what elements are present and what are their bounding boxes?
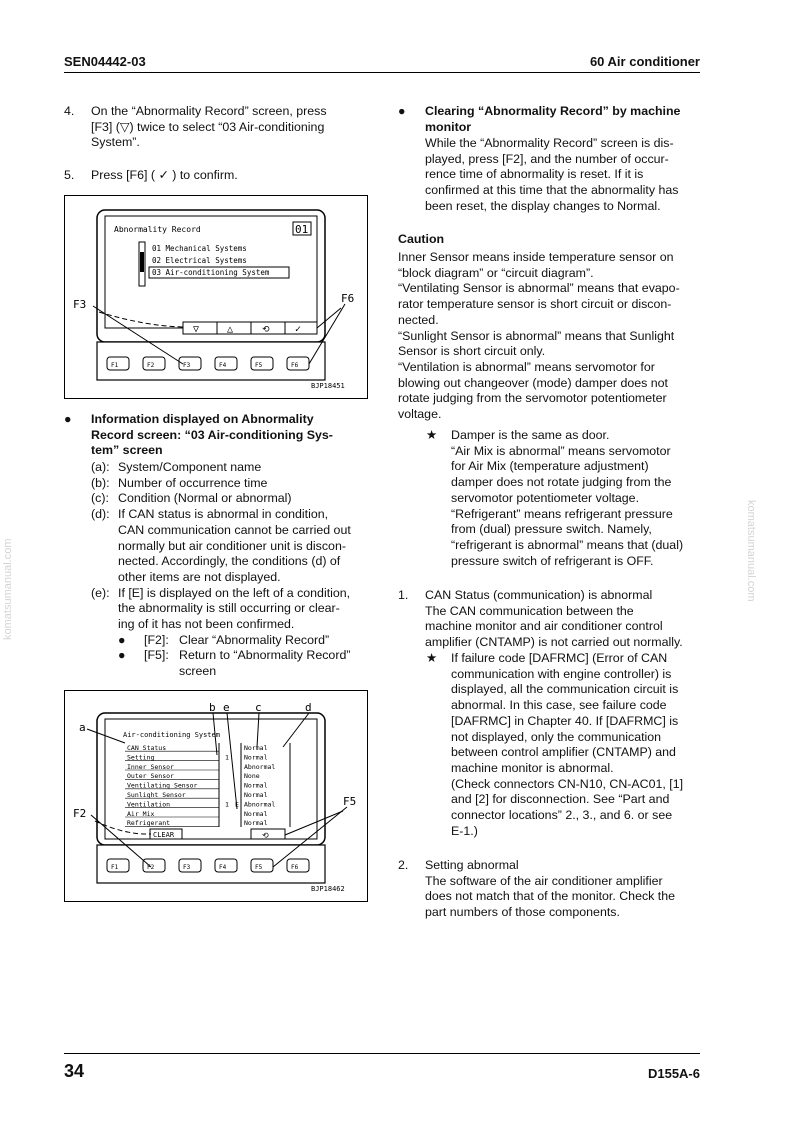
lcd2-row-name: Inner Sensor: [127, 762, 174, 771]
key-f2: ● [F2]: Clear “Abnormality Record”: [118, 632, 330, 647]
figure-abnormality-record: [64, 195, 368, 399]
item-1: 1. CAN Status (communication) is abnormal The CAN communication between the machine monitor and air conditioner control amplifier (CNTAMP) is not carried out normally.: [398, 588, 683, 650]
watermark-left: komatsumanual.com: [2, 538, 14, 640]
lcd2-row-cond: Abnormal: [244, 800, 276, 809]
lcd2-row-cond: Normal: [244, 791, 268, 799]
label-c: c: [255, 701, 262, 714]
lcd2-row-count: 1: [225, 800, 229, 809]
star-note-1: ★ Damper is the same as door. “Air Mix is abnormal” means servomotor for Air Mix (temperature adjustment) damper does not rotate judging from the servomotor potentiometer voltage. “Refrigerant” means refrigerant pressure from (dual) pressure switch. Namely, “refrigerant is abnormal” means that (dual) pressure switch of refrigerant is OFF.: [426, 428, 684, 568]
lcd2-row-count: 1: [225, 753, 229, 762]
label-b: b: [209, 701, 216, 714]
star-note-2: ★ If failure code [DAFRMC] (Error of CAN communication with engine controller) is displayed, all the communication circuit is abnormal. In this case, see failure code [DAFRMC] in Chapter 40. If [DAFRMC] is not displayed, only the communication between control amplifier (CNTAMP) and machine monitor is abnormal. (Check connectors CN-N10, CN-AC01, [1] and [2] for disconnection. See “Part and connector locations” 2., 3., and 6. or see E-1.): [426, 651, 684, 838]
figure-air-conditioning-system: [64, 690, 368, 902]
lcd2-row-name: Refrigerant: [127, 819, 171, 828]
label-f2: F2: [73, 807, 87, 820]
item-2: 2. Setting abnormal The software of the air conditioner amplifier does not match that of the monitor. Check the part numbers of those components.: [398, 858, 676, 920]
section-title: 60 Air conditioner: [589, 54, 700, 69]
label-f3: F3: [73, 298, 87, 311]
model-name: D155A-6: [647, 1066, 700, 1081]
watermark-right: komatsumanual.com: [745, 500, 757, 602]
svg-text:F1: F1: [111, 362, 119, 369]
lcd-item-3: 03 Air-conditioning System: [152, 268, 270, 277]
lcd2-row-cond: Normal: [244, 753, 268, 762]
svg-text:F5: F5: [255, 362, 263, 369]
label-f5: F5: [343, 795, 357, 808]
lcd2-row-cond: Abnormal: [244, 762, 276, 771]
lcd2-title: Air-conditioning System: [123, 731, 220, 739]
svg-text:F5: F5: [255, 864, 263, 871]
lcd2-row-name: Air Mix: [127, 809, 155, 818]
svg-text:⟲: ⟲: [262, 831, 269, 840]
lcd-title: Abnormality Record: [114, 225, 201, 234]
step-5: 5. Press [F6] ( ✓ ) to confirm.: [64, 168, 238, 182]
item-b: (b): Number of occurrence time: [91, 475, 268, 490]
svg-text:F4: F4: [219, 864, 227, 871]
page-number: 34: [64, 1061, 85, 1081]
svg-text:▽: ▽: [193, 324, 200, 335]
label-e: e: [223, 701, 230, 714]
caution-title: Caution: [398, 232, 445, 246]
svg-text:✓: ✓: [295, 324, 302, 335]
info-items: [91, 460, 368, 680]
item-d: (d): If CAN status is abnormal in condition, CAN communication cannot be carried out normally but air conditioner unit is discon- nected. Accordingly, the conditions (d) of other items are not displayed.: [91, 507, 351, 584]
svg-text:F2: F2: [147, 864, 155, 871]
caution-body: Inner Sensor means inside temperature sensor on “block diagram” or “circuit diagram”. “Ventilating Sensor is abnormal” means that evapo- rator temperature sensor is short circuit or discon- nected. “Sunlight Sensor is abnormal” means that Sunlight Sensor is short circuit only. “Ventilation is abnormal” means servomotor for blowing out changeover (mode) damper does not rotate judging from the servomotor potentiometer voltage.: [398, 250, 680, 422]
step-4: 4. On the “Abnormality Record” screen, press [F3] (▽) twice to select “03 Air-conditioning System”.: [64, 104, 327, 150]
lcd2-row-name: Ventilation: [127, 800, 171, 809]
svg-text:△: △: [227, 324, 234, 335]
svg-text:F2: F2: [147, 362, 155, 369]
lcd-number: 01: [295, 223, 309, 236]
item-e: (e): If [E] is displayed on the left of a condition, the abnormality is still occurring or clear- ing of it has not been confirmed.: [91, 585, 351, 632]
lcd2-row-name: Setting: [127, 753, 155, 762]
figure-code-2: BJP18462: [311, 885, 345, 893]
lcd2-row-cond: Normal: [244, 744, 268, 752]
lcd-item-1: 01 Mechanical Systems: [152, 244, 247, 253]
svg-text:F3: F3: [183, 864, 191, 871]
lcd2-row-name: Ventilating Sensor: [127, 781, 198, 790]
lcd2-rows: [125, 744, 275, 827]
lcd2-row-name: Sunlight Sensor: [127, 791, 186, 799]
lcd-item-2: 02 Electrical Systems: [152, 256, 247, 265]
info-title: ● Information displayed on Abnormality Record screen: “03 Air-conditioning Sys- tem” screen: [64, 412, 333, 458]
doc-id: SEN04442-03: [64, 54, 146, 69]
label-d: d: [305, 701, 312, 714]
svg-text:F6: F6: [291, 864, 299, 871]
label-f6: F6: [341, 292, 355, 305]
item-a: (a): System/Component name: [91, 460, 262, 474]
item-c: (c): Condition (Normal or abnormal): [91, 491, 292, 506]
lcd2-row-cond: Normal: [244, 809, 268, 818]
label-a: a: [79, 721, 86, 734]
figure-code-1: BJP18451: [311, 382, 345, 390]
lcd2-row-cond: Normal: [244, 819, 268, 828]
key-f5: ● [F5]: Return to “Abnormality Record” screen: [118, 648, 351, 679]
footer-rule: [64, 1053, 700, 1054]
clearing-title: ● Clearing “Abnormality Record” by machine monitor: [398, 104, 681, 134]
lcd2-row-e: E: [235, 800, 239, 809]
clearing-body: While the “Abnormality Record” screen is dis- played, press [F2], and the number of occur- rence time of abnormality is reset. If it is confirmed at this time that the abnormality has been reset, the display changes to Normal.: [425, 136, 679, 213]
svg-text:F1: F1: [111, 864, 119, 871]
lcd2-row-cond: None: [244, 772, 260, 781]
lcd2-row-cond: Normal: [244, 781, 268, 790]
svg-text:⟲: ⟲: [262, 325, 270, 335]
svg-text:F6: F6: [291, 362, 299, 369]
header-rule: [64, 72, 700, 73]
lcd2-row-name: CAN Status: [127, 744, 167, 752]
svg-text:F3: F3: [183, 362, 191, 369]
lcd2-row-name: Outer Sensor: [127, 772, 174, 781]
svg-text:F4: F4: [219, 362, 227, 369]
clear-label: CLEAR: [153, 831, 175, 839]
